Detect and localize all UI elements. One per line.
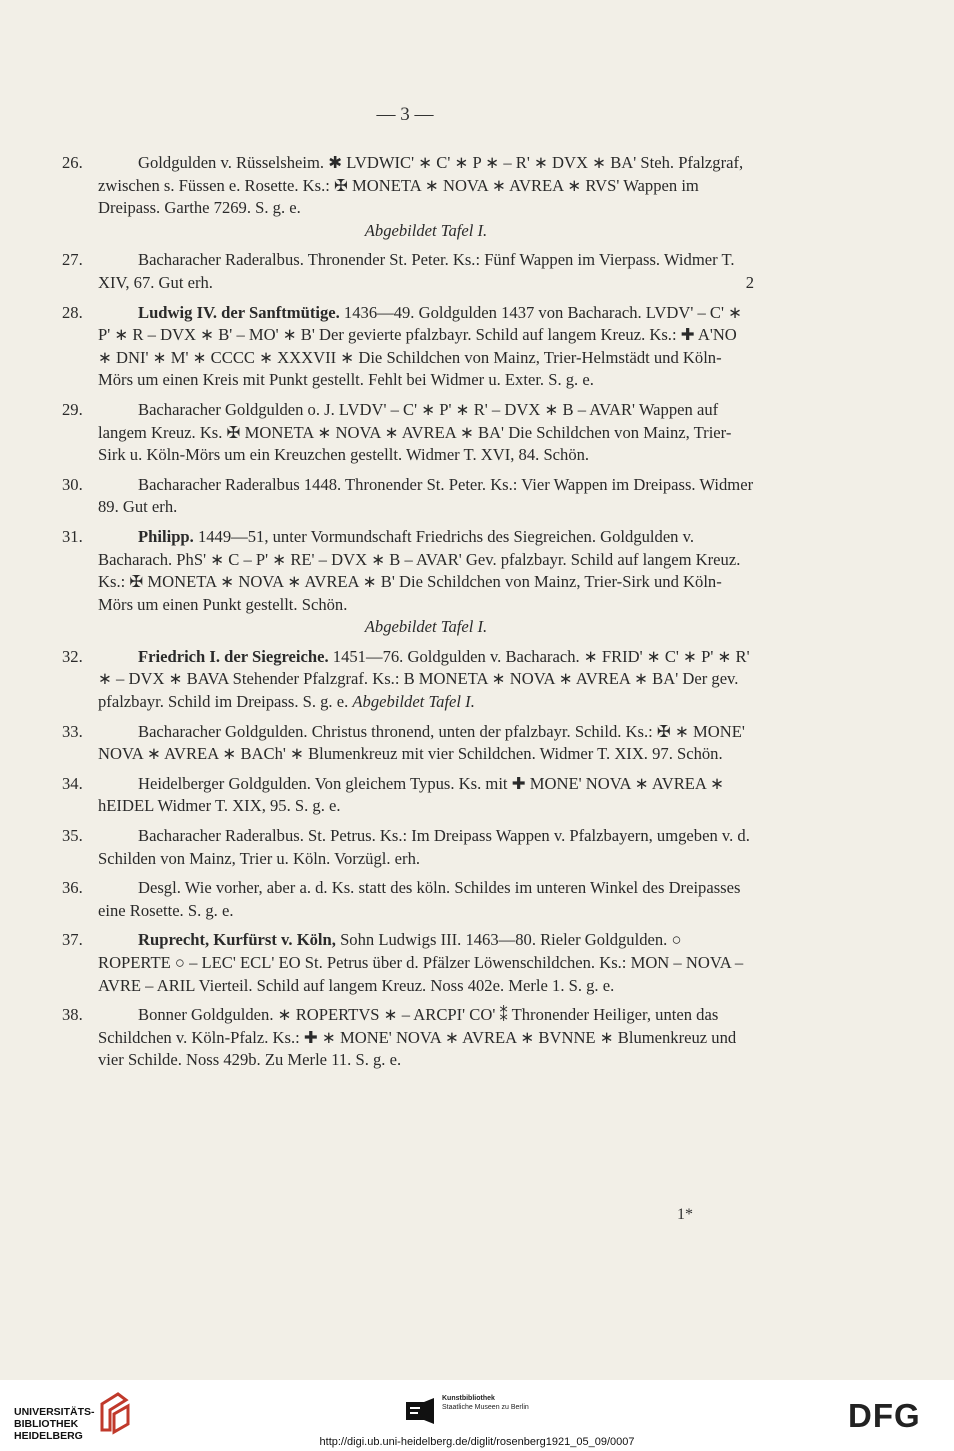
kunstbibliothek-icon[interactable] bbox=[406, 1398, 434, 1424]
entry-text: Heidelberger Goldgulden. Von gleichem Typus. Ks. mit ✚ MONE' NOVA ∗ AVREA ∗ hEIDEL Widmer T. XIX, 95. S. g. e. bbox=[98, 773, 725, 816]
catalog-entry-37 bbox=[62, 929, 754, 997]
catalog-entry-26 bbox=[62, 152, 754, 242]
entry-text: Desgl. Wie vorher, aber a. d. Ks. statt des köln. Schildes im unteren Winkel des Dreipasses eine Rosette. S. g. e. bbox=[98, 878, 741, 920]
catalog-entry-33 bbox=[62, 721, 754, 766]
catalog-entry-30 bbox=[62, 474, 754, 519]
entry-note: Abgebildet Tafel I. bbox=[352, 692, 475, 712]
kb-subtitle: Staatliche Museen zu Berlin bbox=[442, 1404, 529, 1411]
catalog-entry-31 bbox=[62, 526, 754, 639]
entry-number: 34. bbox=[62, 773, 83, 793]
entry-text: 1451—76. Goldgulden v. Bacharach. ∗ FRID' ∗ C' ∗ P' ∗ R' ∗ – DVX ∗ BAVA Stehender Pfalzgraf. Ks.: B MONETA ∗ NOVA ∗ AVREA ∗ BA' Der gev. pfalzbayr. Schild im Dreipass. S. g. e. bbox=[98, 646, 750, 712]
entry-number: 26. bbox=[62, 153, 83, 172]
entry-number: 32. bbox=[62, 646, 83, 666]
catalog-entry-35 bbox=[62, 825, 754, 870]
entry-number: 28. bbox=[62, 302, 83, 322]
entry-number: 33. bbox=[62, 721, 83, 741]
entry-number: 35. bbox=[62, 826, 83, 846]
entry-title: Ruprecht, Kurfürst v. Köln, bbox=[138, 930, 336, 950]
entry-title: Ludwig IV. der Sanftmütige. bbox=[138, 302, 340, 322]
catalog-entry-29 bbox=[62, 399, 754, 467]
dfg-logo[interactable]: DFG bbox=[848, 1397, 921, 1434]
catalog-entry-38 bbox=[62, 1004, 754, 1072]
entry-number: 36. bbox=[62, 878, 83, 898]
entry-text: Bacharacher Goldgulden o. J. LVDV' – C' ∗ P' ∗ R' – DVX ∗ B – AVAR' Wappen auf langem Kreuz. Ks. ✠ MONETA ∗ NOVA ∗ AVREA ∗ BA' Die Schildchen von Mainz, Trier-Sirk u. Köln-Mörs um ein Kreuzchen gestellt. Widmer T. XVI, 84. Schön. bbox=[98, 399, 732, 465]
source-url[interactable]: http://digi.ub.uni-heidelberg.de/diglit/rosenberg1921_05_09/0007 bbox=[319, 1436, 635, 1448]
entry-title: Philipp. bbox=[138, 526, 194, 546]
entry-number: 29. bbox=[62, 399, 83, 419]
catalog-entry-28 bbox=[62, 302, 754, 392]
entry-text: Bonner Goldgulden. ∗ ROPERTVS ∗ – ARCPI' CO' ⁑ Thronender Heiliger, unten das Schildchen v. Köln-Pfalz. Ks.: ✚ ∗ MONE' NOVA ∗ AVREA ∗ BVNNE ∗ Blumenkreuz und vier Schilde. Noss 429b. Zu Merle 11. S. g. e. bbox=[98, 1005, 737, 1070]
library-line: HEIDELBERG bbox=[14, 1430, 83, 1442]
catalog-entry-32 bbox=[62, 646, 754, 714]
entry-text: Bacharacher Raderalbus. St. Petrus. Ks.: Im Dreipass Wappen v. Pfalzbayern, umgeben v. d. Schilden von Mainz, Trier u. Köln. Vorzügl. erh. bbox=[98, 826, 750, 868]
entry-text: Goldgulden v. Rüsselsheim. ✱ LVDWIC' ∗ C' ∗ P ∗ – R' ∗ DVX ∗ BA' Steh. Pfalzgraf, zwischen s. Füssen e. Rosette. Ks.: ✠ MONETA ∗ NOVA ∗ AVREA ∗ RVS' Wappen im Dreipass. Garthe 7269. S. g. e. bbox=[98, 153, 744, 218]
catalog-entries bbox=[62, 152, 754, 1079]
entry-text: Sohn Ludwigs III. 1463—80. Rieler Goldgulden. ○ ROPERTE ○ – LEC' ECL' EO St. Petrus über d. Pfälzer Löwenschildchen. Ks.: MON – NOVA – AVRE – ARIL Vierteil. Schild auf langem Kreuz. Noss 402e. Merle 1. S. g. e. bbox=[98, 930, 744, 995]
entry-number: 31. bbox=[62, 526, 83, 546]
entry-text: Bacharacher Raderalbus 1448. Thronender St. Peter. Ks.: Vier Wappen im Dreipass. Widmer 89. Gut erh. bbox=[98, 474, 754, 517]
kb-title: Kunstbibliothek bbox=[442, 1395, 495, 1402]
entry-count: 2 bbox=[745, 272, 754, 292]
catalog-entry-27 bbox=[62, 249, 754, 294]
page-number: — 3 — bbox=[376, 104, 434, 125]
catalog-entry-36 bbox=[62, 877, 754, 922]
entry-text: 1436—49. Goldgulden 1437 von Bacharach. LVDV' – C' ∗ P' ∗ R – DVX ∗ B' – MO' ∗ B' Der gevierte pfalzbayr. Schild auf langem Kreuz. Ks.: ✚ A'NO ∗ DNI' ∗ M' ∗ CCCC ∗ XXXVII ∗ Die Schildchen von Mainz, Trier-Helmstädt und Köln-Mörs um einen Kreis mit Punkt gestellt. Fehlt bei Widmer u. Exter. S. g. e. bbox=[98, 302, 743, 390]
entry-text: Bacharacher Goldgulden. Christus thronend, unten der pfalzbayr. Schild. Ks.: ✠ ∗ MONE' NOVA ∗ AVREA ∗ BACh' ∗ Blumenkreuz mit vier Schildchen. Widmer T. XIX. 97. Schön. bbox=[98, 721, 745, 764]
entry-text: 1449—51, unter Vormundschaft Friedrichs des Siegreichen. Goldgulden v. Bacharach. PhS' ∗ C – P' ∗ RE' – DVX ∗ B – AVAR' Gev. pfalzbayr. Schild auf langem Kreuz. Ks.: ✠ MONETA ∗ NOVA ∗ AVREA ∗ B' Die Schildchen von Mainz, Trier-Sirk und Köln-Mörs um einen Punkt gestellt. Schön. bbox=[98, 526, 741, 614]
library-logo-icon[interactable] bbox=[96, 1390, 134, 1436]
entry-number: 30. bbox=[62, 474, 83, 494]
kunstbibliothek-logo[interactable] bbox=[442, 1394, 529, 1412]
library-line: UNIVERSITÄTS- bbox=[14, 1406, 95, 1418]
entry-note: Abgebildet Tafel I. bbox=[364, 220, 488, 240]
entry-text: Bacharacher Raderalbus. Thronender St. Peter. Ks.: Fünf Wappen im Vierpass. Widmer T. XIV, 67. Gut erh. bbox=[98, 250, 735, 292]
entry-number: 37. bbox=[62, 930, 83, 950]
footer-bar bbox=[0, 1380, 954, 1451]
signature-mark: 1* bbox=[677, 1206, 693, 1223]
entry-note: Abgebildet Tafel I. bbox=[364, 617, 488, 637]
entry-number: 27. bbox=[62, 250, 83, 270]
library-line: BIBLIOTHEK bbox=[14, 1418, 79, 1430]
entry-title: Friedrich I. der Siegreiche. bbox=[138, 646, 329, 666]
entry-number: 38. bbox=[62, 1005, 83, 1025]
catalog-entry-34 bbox=[62, 773, 754, 818]
